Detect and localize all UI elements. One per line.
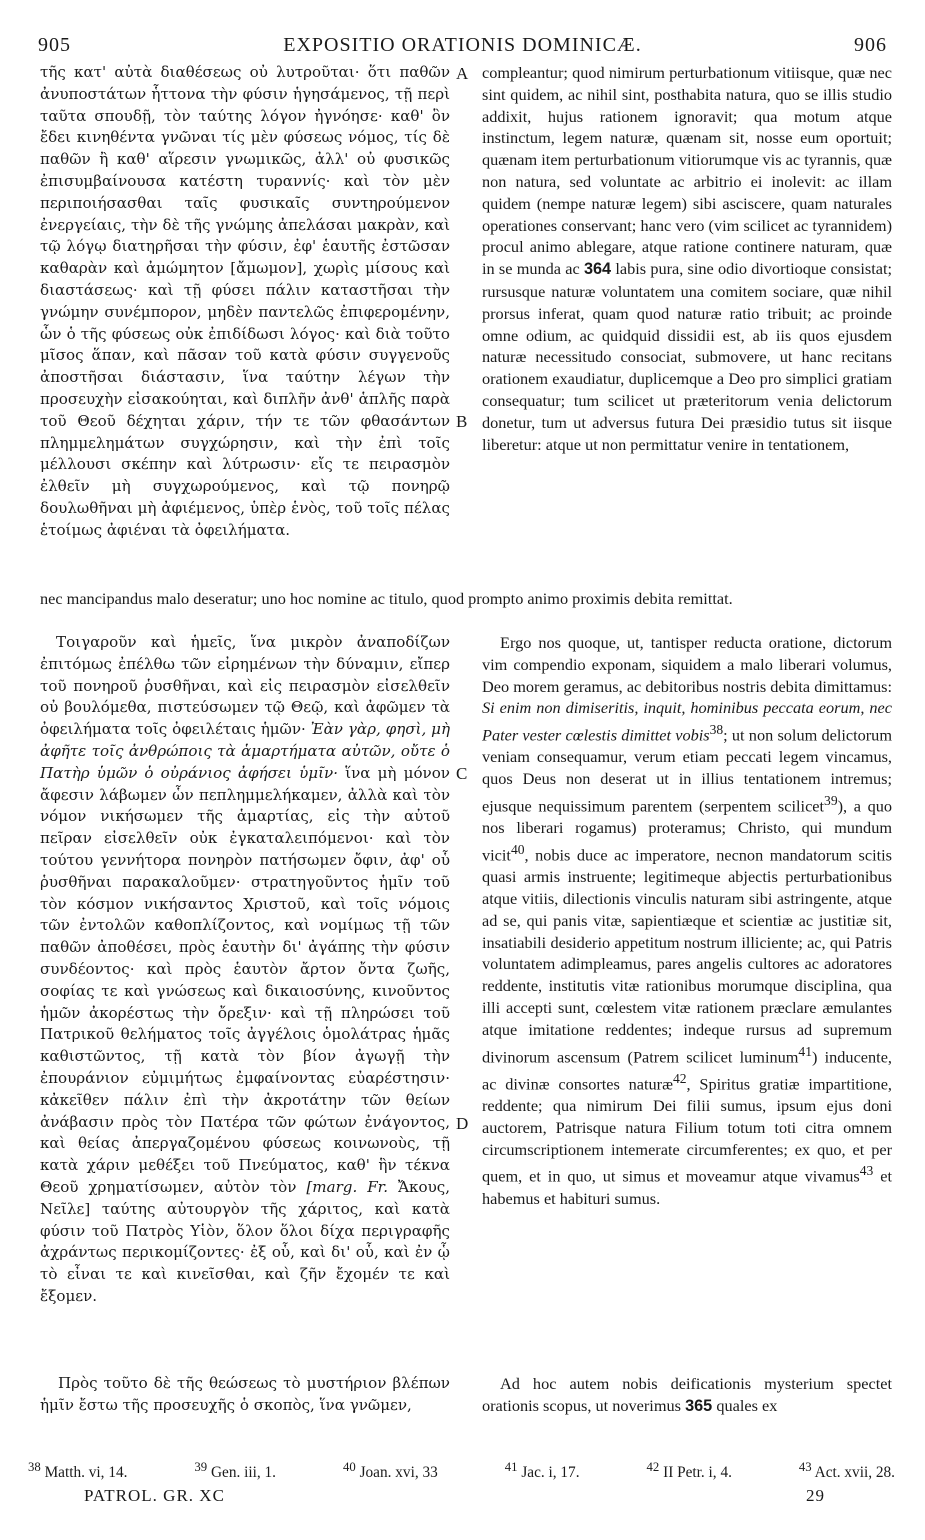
greek-text: Ἄκους, Νεῖλε] ταύτης αὐτουργὸν τῆς χάριτος, καὶ κατὰ φύσιν τοῦ Πατρὸς Υἱὸν, ὅλον ὅλοι δίχα περιγραφῆς ἀχράντως περικομίζοντες· ἐξ οὗ, καὶ δι' οὗ, καὶ ἐν ᾧ τὸ εἶναι τε καὶ κινεῖσθαι, καὶ ζῆν ἔχομέν τε καὶ ἔξομεν. [40,1177,450,1305]
latin-paragraph-3 [482,1373,892,1418]
latin-text: Ergo nos quoque, ut, tantisper reducta oratione, dictorum vim compendio exponam, siquidem a malo liberari volumus, Deo morem geramus, ac debitoribus nostris debita dimittamus: [482,633,892,696]
series-title: PATROL. GR. XC [84,1486,225,1505]
section-marker-c: C [456,764,468,783]
footnote-text: Act. xvii, 28. [814,1464,895,1482]
footnote [194,1460,276,1482]
latin-column-bottom [482,1373,892,1418]
latin-text: ) inducente, ac divinæ consortes naturæ [482,1047,892,1094]
marginal-note: [marg. Fr. [306,1177,389,1196]
right-page-number: 906 [854,34,887,56]
section-marker-a: A [456,64,469,83]
latin-paragraph-1 [482,62,892,455]
section-marker-b: B [456,412,468,431]
latin-text: quales ex [716,1395,778,1415]
footnote [647,1460,732,1482]
footnote-ref: 38 [709,722,724,738]
greek-scripture-quote: Ἐὰν γὰρ, φησὶ, μὴ ἀφῆτε τοῖς ἀνθρώποις τὰ ἁμαρτήματα αὐτῶν, οὔτε ὁ Πατὴρ ὑμῶν ὁ οὐράνιος ἀφήσει ὑμῖν· [40,720,450,782]
greek-paragraph-3: Πρὸς τοῦτο δὲ τῆς θεώσεως τὸ μυστήριον βλέπων ἡμῖν ἔστω τῆς προσευχῆς ὁ σκοπὸς, ἵνα γνῶμεν, [40,1374,450,1414]
footnote-number: 38 [28,1460,41,1474]
latin-scripture-quote: Si enim non dimiseritis, inquit, hominibus peccata eorum, nec Pater vester cœlestis dimittet vobis [482,698,892,745]
signature-mark: 29 [806,1486,825,1505]
footnote-text: Matth. vi, 14. [44,1464,128,1482]
greek-column-middle [40,632,450,1308]
footnote-number: 42 [646,1460,660,1474]
footnote-number: 39 [194,1460,208,1474]
column-number: 364 [583,260,612,279]
latin-text: et habemus et habituri sumus. [482,1166,892,1208]
footnote-text: II Petr. i, 4. [663,1464,732,1482]
footnote [343,1460,438,1482]
footnote-ref: 39 [824,793,838,808]
latin-text: ; ut non solum delictorum veniam consequamur, verum etiam peccati legem vincamus, quos Deus non deserat ut in illius tentationem intremus; ejusque nequissimum parentem (serpentem scilicet [482,725,892,816]
latin-text: labis pura, sine odio divortioque consistat; rursusque naturæ voluntatem una comitem sociare, quæ nihil prorsus inferat, quam quod naturæ ratio tribuit; ac proinde omne odium, ac quidquid dissidii est, ab iis quos ejusdem naturæ necessitudo consociat, submovere, ut hanc recitans orationem exaudiatur, duplicemque a Deo pro simplici gratiam consequatur; tum scilicet ut præteritorum venia delictorum donetur, tum ut adversus futura Dei præsidio tutus sit iisque liberetur: atque ut non permittatur venire in tentationem, [482,259,892,454]
running-title: EXPOSITIO ORATIONIS DOMINICÆ. [283,34,642,56]
latin-text: , Spiritus gratiæ impartitione, reddente; qua nimirum Dei filii sumus, ipsum ejus doni auctorem, Patrisque natura Filium totum toti citra omnem circumscriptionem intemerate circumferentes; ex quo, et per quem, et in quo, ut simus et moveamur atque vivamus [482,1074,892,1186]
greek-text: ἵνα μὴ μόνον ἄφεσιν λάβωμεν ὧν πεπλημμελήκαμεν, ἀλλὰ καὶ τὸν νόμον νικήσωμεν τῆς ἁμαρτίας, εἰς τὴν αὐτοῦ πεῖραν εἰσελθεῖν οὐκ ἐγκαταλειπόμενοι· καὶ τὸν τούτου γεννήτορα πονηρὸν πατήσωμεν ὄφιν, ἀφ' οὗ ῥυσθῆναι παρακαλοῦμεν· στρατηγοῦντος ἡμῖν τοῦ τὸν κόσμον νικήσαντος Χριστοῦ, καὶ τοῖς νόμοις τῶν ἐντολῶν καθοπλίζοντος, καὶ νομίμως τῇ τῶν παθῶν ἀποθέσει, πρὸς ἑαυτὴν δι' ἀγάπης τὴν φύσιν συνδέοντος· καὶ πρὸς ἑαυτὸν ἄρτον ὄντα ζωῆς, σοφίας τε καὶ γνώσεως καὶ δικαιοσύνης, κινοῦντος ἡμῶν ἀκορέστως τὴν ὄρεξιν· καὶ τῇ πληρώσει τοῦ Πατρικοῦ θελήματος τοῖς ἀγγέλοις ὁμολάτρας ἡμᾶς καθιστῶντος, τῇ κατὰ τὸν βίον ἀγωγῇ τὴν ἐπουράνιον εὐμιμήτως ἐμφαίνοντας εὐαρέστησιν· κἀκεῖθεν πάλιν ἐπὶ τὴν ἀκροτάτην τῶν θείων ἀνάβασιν πρὸς τὸν Πατέρα τῶν φώτων ἐνάγοντος, καὶ θείας ἀπεργαζομένου φύσεως κοινωνοὺς, τῇ κατὰ χάριν μεθέξει τοῦ Πνεύματος, καθ' ἣν τέκνα Θεοῦ χρηματίσωμεν, αὐτὸν τὸν [40,763,450,1196]
footnote-number: 40 [343,1460,356,1474]
latin-text: , nobis duce ac imperatore, necnon mandatorum scitis quasi armis instruente; legitimeque abjectis perturbationibus atque vitiis, dilectionis vinculis naturam sibi astringente, atque ad se, qui panis vitæ, sapientiæque et scientiæ ac justitiæ sit, insatiabili desiderio appetitum nostrum illiciente; ac, qui Patris voluntatem adimpleamus, pares angelis cultores ac adoratores reddente, institutis vitæ rationibus morumque disciplina, qua illi accepti sunt, cœlestem vitæ rationem præclare æmulantes atque imitatione reddentes; indeque rursus ad supremum divinorum ascensum (Patrem scilicet luminum [482,845,892,1067]
footnote-ref: 41 [798,1043,812,1059]
latin-paragraph-2 [482,632,892,1209]
greek-column-bottom [40,1373,450,1417]
footnote [28,1460,127,1482]
footnote [505,1460,580,1482]
footnote-ref: 40 [510,842,525,858]
section-marker-d: D [456,1114,469,1133]
footnote-number: 41 [504,1460,518,1474]
latin-text: Ad hoc autem nobis deificationis mysterium spectet orationis scopus, ut noverimus [482,1374,892,1415]
footnote-text: Gen. iii, 1. [211,1464,277,1482]
footnote [799,1460,895,1482]
latin-text: ), a quo nos liberari rogamus) proteramus; Christo, qui mundum vicit [482,796,892,865]
greek-paragraph-2 [40,632,450,1308]
latin-text: compleantur; quod nimirum perturbationum vitiisque, quæ nec sint quidem, ac nihil sint, posthabita natura, quo se illis studio addixit, hujus rationem ignoravit; qua motum atque instinctum, legem naturæ, quænam sit, nosse eum oportuit; quænam item perturbationum vitiorumque vis ac tyrannis, quæ non natura, sed voluntate ac arbitrio ei inolevit: ac illam quidem (nempe naturæ legem) sibi asciscere, quam naturales operationes conservant; hanc vero (vim scilicet ac tyrannidem) procul animo ablegare, atque ratione continere naturam, quæ in se munda ac [482,63,892,279]
column-number: 365 [685,1396,713,1415]
footnote-text: Joan. xvi, 33 [359,1464,438,1482]
footnote-text: Jac. i, 17. [521,1464,580,1482]
latin-bridge-line: nec mancipandus malo deseratur; uno hoc nomine ac titulo, quod prompto animo proximis debita remittat. [40,589,733,608]
left-page-number: 905 [38,34,71,56]
footnotes [28,1460,895,1482]
greek-paragraph-1: τῆς κατ' αὐτὰ διαθέσεως οὐ λυτροῦται· ὅτι παθῶν ἀνυποστάτων ἧττονα τὴν φύσιν ἡγησάμενος, τῇ περὶ ταῦτα σπουδῇ, τὸν ταύτης λόγον ἠγνόησε· καθ' ὃν ἔδει κινηθέντα γνῶναι τίς μὲν φύσεως νόμος, τίς δὲ παθῶν ἢ καθ' αἵρεσιν γνωμικῶς, ἀλλ' οὐ φυσικῶς ἐπισυμβαίνουσα κατέστη τυραννίς· καὶ τὸν μὲν περιποιήσασθαι ταῖς φυσικαῖς συντηρούμενον ἐνεργείαις, τὴν δὲ τῆς γνώμης ἀπελάσαι μακρὰν, καὶ τῷ λόγῳ διατηρῆσαι τὴν φύσιν, ἐφ' ἑαυτῆς ἐστῶσαν καθαρὰν καὶ ἀμώμητον [ἄμωμον], χωρὶς μίσους καὶ διαστάσεως· καὶ τῇ φύσει πάλιν καταστῆσαι τὴν γνώμην συνέμπορον, μηδὲν παντελῶς ἐπιφερομένην, ὧν ὁ τῆς φύσεως οὐκ ἐπιδίδωσι λόγος· καὶ διὰ τοῦτο μῖσος ἅπαν, καὶ πᾶσαν τοῦ κατὰ φύσιν συγγενοῦς ἀποστῆσαι διάστασιν, ἵνα ταύτην λέγων τὴν προσευχὴν εἰσακούηται, καὶ διπλῆν ἀνθ' ἁπλῆς παρὰ τοῦ Θεοῦ δέχηται χάριν, τήν τε τῶν φθασάντων πλημμελημάτων συγχώρησιν, καὶ τὴν ἐπὶ τοῖς μέλλουσι σκέπην καὶ λύτρωσιν· εἴς τε πειρασμὸν ἐλθεῖν μὴ συγχωρούμενος, καὶ τῷ πονηρῷ δουλωθῆναι μὴ ἀφιέμενος, ὑπὲρ ἑνὸς, τοῦ τοῖς πέλας ἑτοίμως ἀφιέναι τὰ ὀφειλήματα. [40,63,450,539]
greek-text: Τοιγαροῦν καὶ ἡμεῖς, ἵνα μικρὸν ἀναποδίζων ἐπιτόμως ἐπέλθω τῶν εἰρημένων τὴν δύναμιν, εἴπερ τοῦ πονηροῦ ῥυσθῆναι, καὶ εἰς πειρασμὸν εἰσελθεῖν οὐ βουλόμεθα, πιστεύσωμεν τῷ Θεῷ, καὶ ἀφῶμεν τὰ ὀφειλήματα τοῖς ὀφειλέταις ἡμῶν· [40,633,450,739]
page-header [38,34,887,58]
greek-column-top [40,62,450,542]
footnote-ref: 42 [672,1070,687,1086]
latin-column-middle [482,632,892,1209]
footnote-ref: 43 [859,1163,874,1179]
page-footer [84,1486,825,1506]
latin-column-top [482,62,892,455]
footnote-number: 43 [798,1460,812,1474]
